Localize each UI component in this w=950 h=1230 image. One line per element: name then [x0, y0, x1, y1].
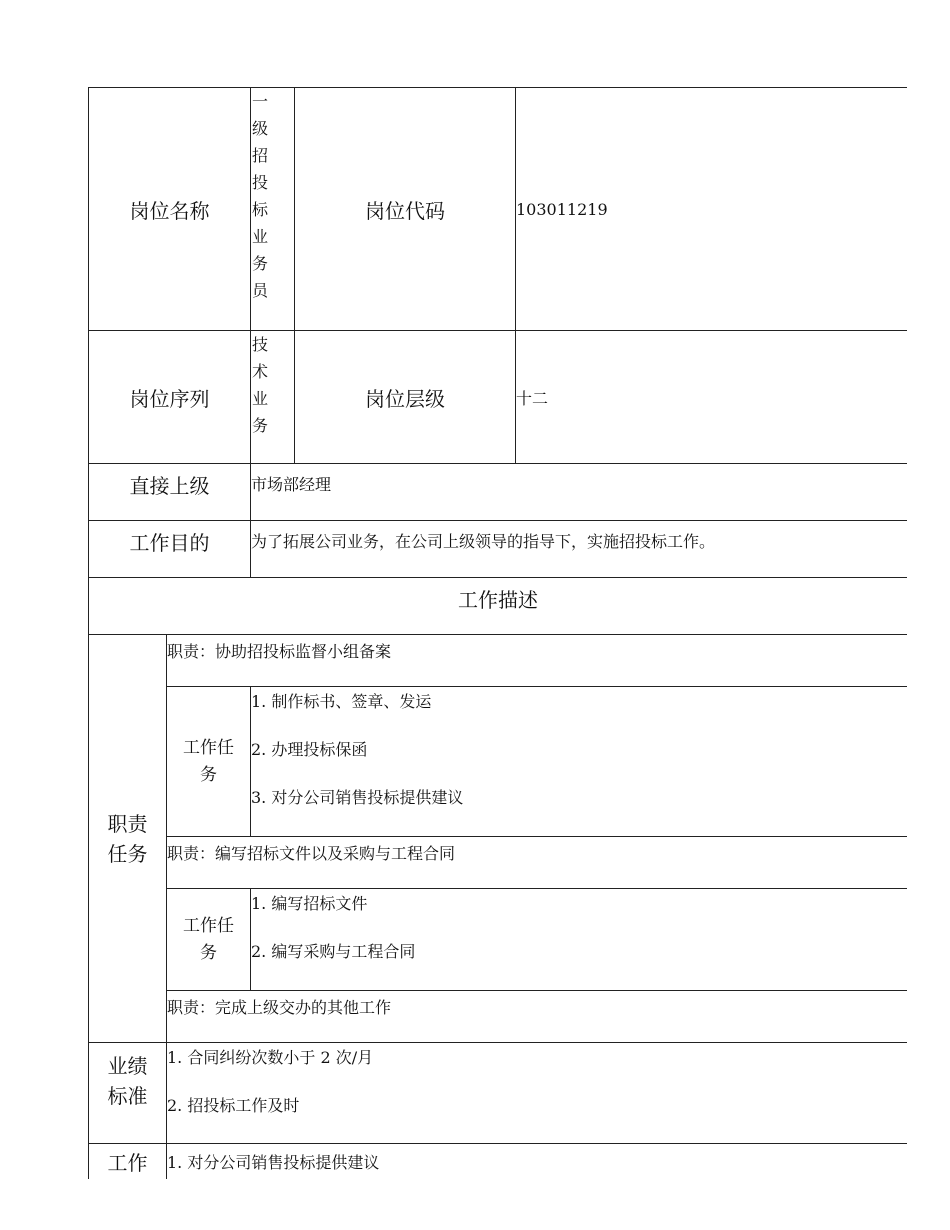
task-row: [89, 889, 908, 991]
performance-item: 1. 合同纠纷次数小于 2 次/月: [167, 1048, 374, 1067]
performance-row: [89, 1043, 908, 1144]
post-code-label: 岗位代码: [295, 88, 516, 331]
superior-row: [89, 464, 908, 521]
job-table: [88, 87, 907, 1179]
work-row: [89, 1144, 908, 1180]
performance-label-line1: 业绩: [107, 1054, 148, 1078]
description-heading-row: [89, 578, 908, 635]
task-label: [167, 889, 251, 991]
job-description-form: [88, 87, 907, 1179]
post-code-value: 103011219: [516, 88, 908, 331]
duty-row: [89, 837, 908, 889]
post-sequence-row: [89, 331, 908, 464]
superior-value: 市场部经理: [251, 464, 908, 521]
performance-label-line2: 标准: [107, 1084, 148, 1108]
duties-label-line2: 任务: [107, 841, 148, 866]
post-level-value: 十二: [516, 331, 908, 464]
duty-title: 职责：完成上级交办的其他工作: [167, 991, 908, 1043]
task-item: 3. 对分公司销售投标提供建议: [251, 788, 464, 807]
post-seq-value-text: 技术业务: [252, 335, 269, 435]
task-label: [167, 687, 251, 837]
task-item: 2. 办理投标保函: [251, 740, 368, 759]
task-label-text: 工作任务: [183, 737, 234, 785]
task-item: 1. 编写招标文件: [251, 894, 368, 913]
duty-title: 职责：编写招标文件以及采购与工程合同: [167, 837, 908, 889]
purpose-label: 工作目的: [89, 521, 251, 578]
description-heading: 工作描述: [89, 578, 908, 635]
post-seq-label: 岗位序列: [89, 331, 251, 464]
post-name-value: [251, 88, 295, 331]
post-seq-value: [251, 331, 295, 464]
work-item: 1. 对分公司销售投标提供建议: [167, 1144, 908, 1180]
duty-row: [89, 991, 908, 1043]
task-item: 1. 制作标书、签章、发运: [251, 692, 432, 711]
duty-row: [89, 635, 908, 687]
purpose-value: 为了拓展公司业务，在公司上级领导的指导下，实施招投标工作。: [251, 521, 908, 578]
task-list: [251, 687, 908, 837]
task-item: 2. 编写采购与工程合同: [251, 942, 416, 961]
work-label: 工作: [89, 1144, 167, 1180]
post-name-label: 岗位名称: [89, 88, 251, 331]
performance-item: 2. 招投标工作及时: [167, 1096, 300, 1115]
task-row: [89, 687, 908, 837]
performance-list: [167, 1043, 908, 1144]
superior-label: 直接上级: [89, 464, 251, 521]
duties-label: [89, 635, 167, 1043]
task-label-text: 工作任务: [183, 915, 234, 963]
purpose-row: [89, 521, 908, 578]
post-name-row: [89, 88, 908, 331]
performance-label: [89, 1043, 167, 1144]
post-name-value-text: 一级招投标业务员: [252, 92, 269, 300]
task-list: [251, 889, 908, 991]
duty-title: 职责：协助招投标监督小组备案: [167, 635, 908, 687]
duties-label-line1: 职责: [107, 811, 148, 836]
post-level-label: 岗位层级: [295, 331, 516, 464]
